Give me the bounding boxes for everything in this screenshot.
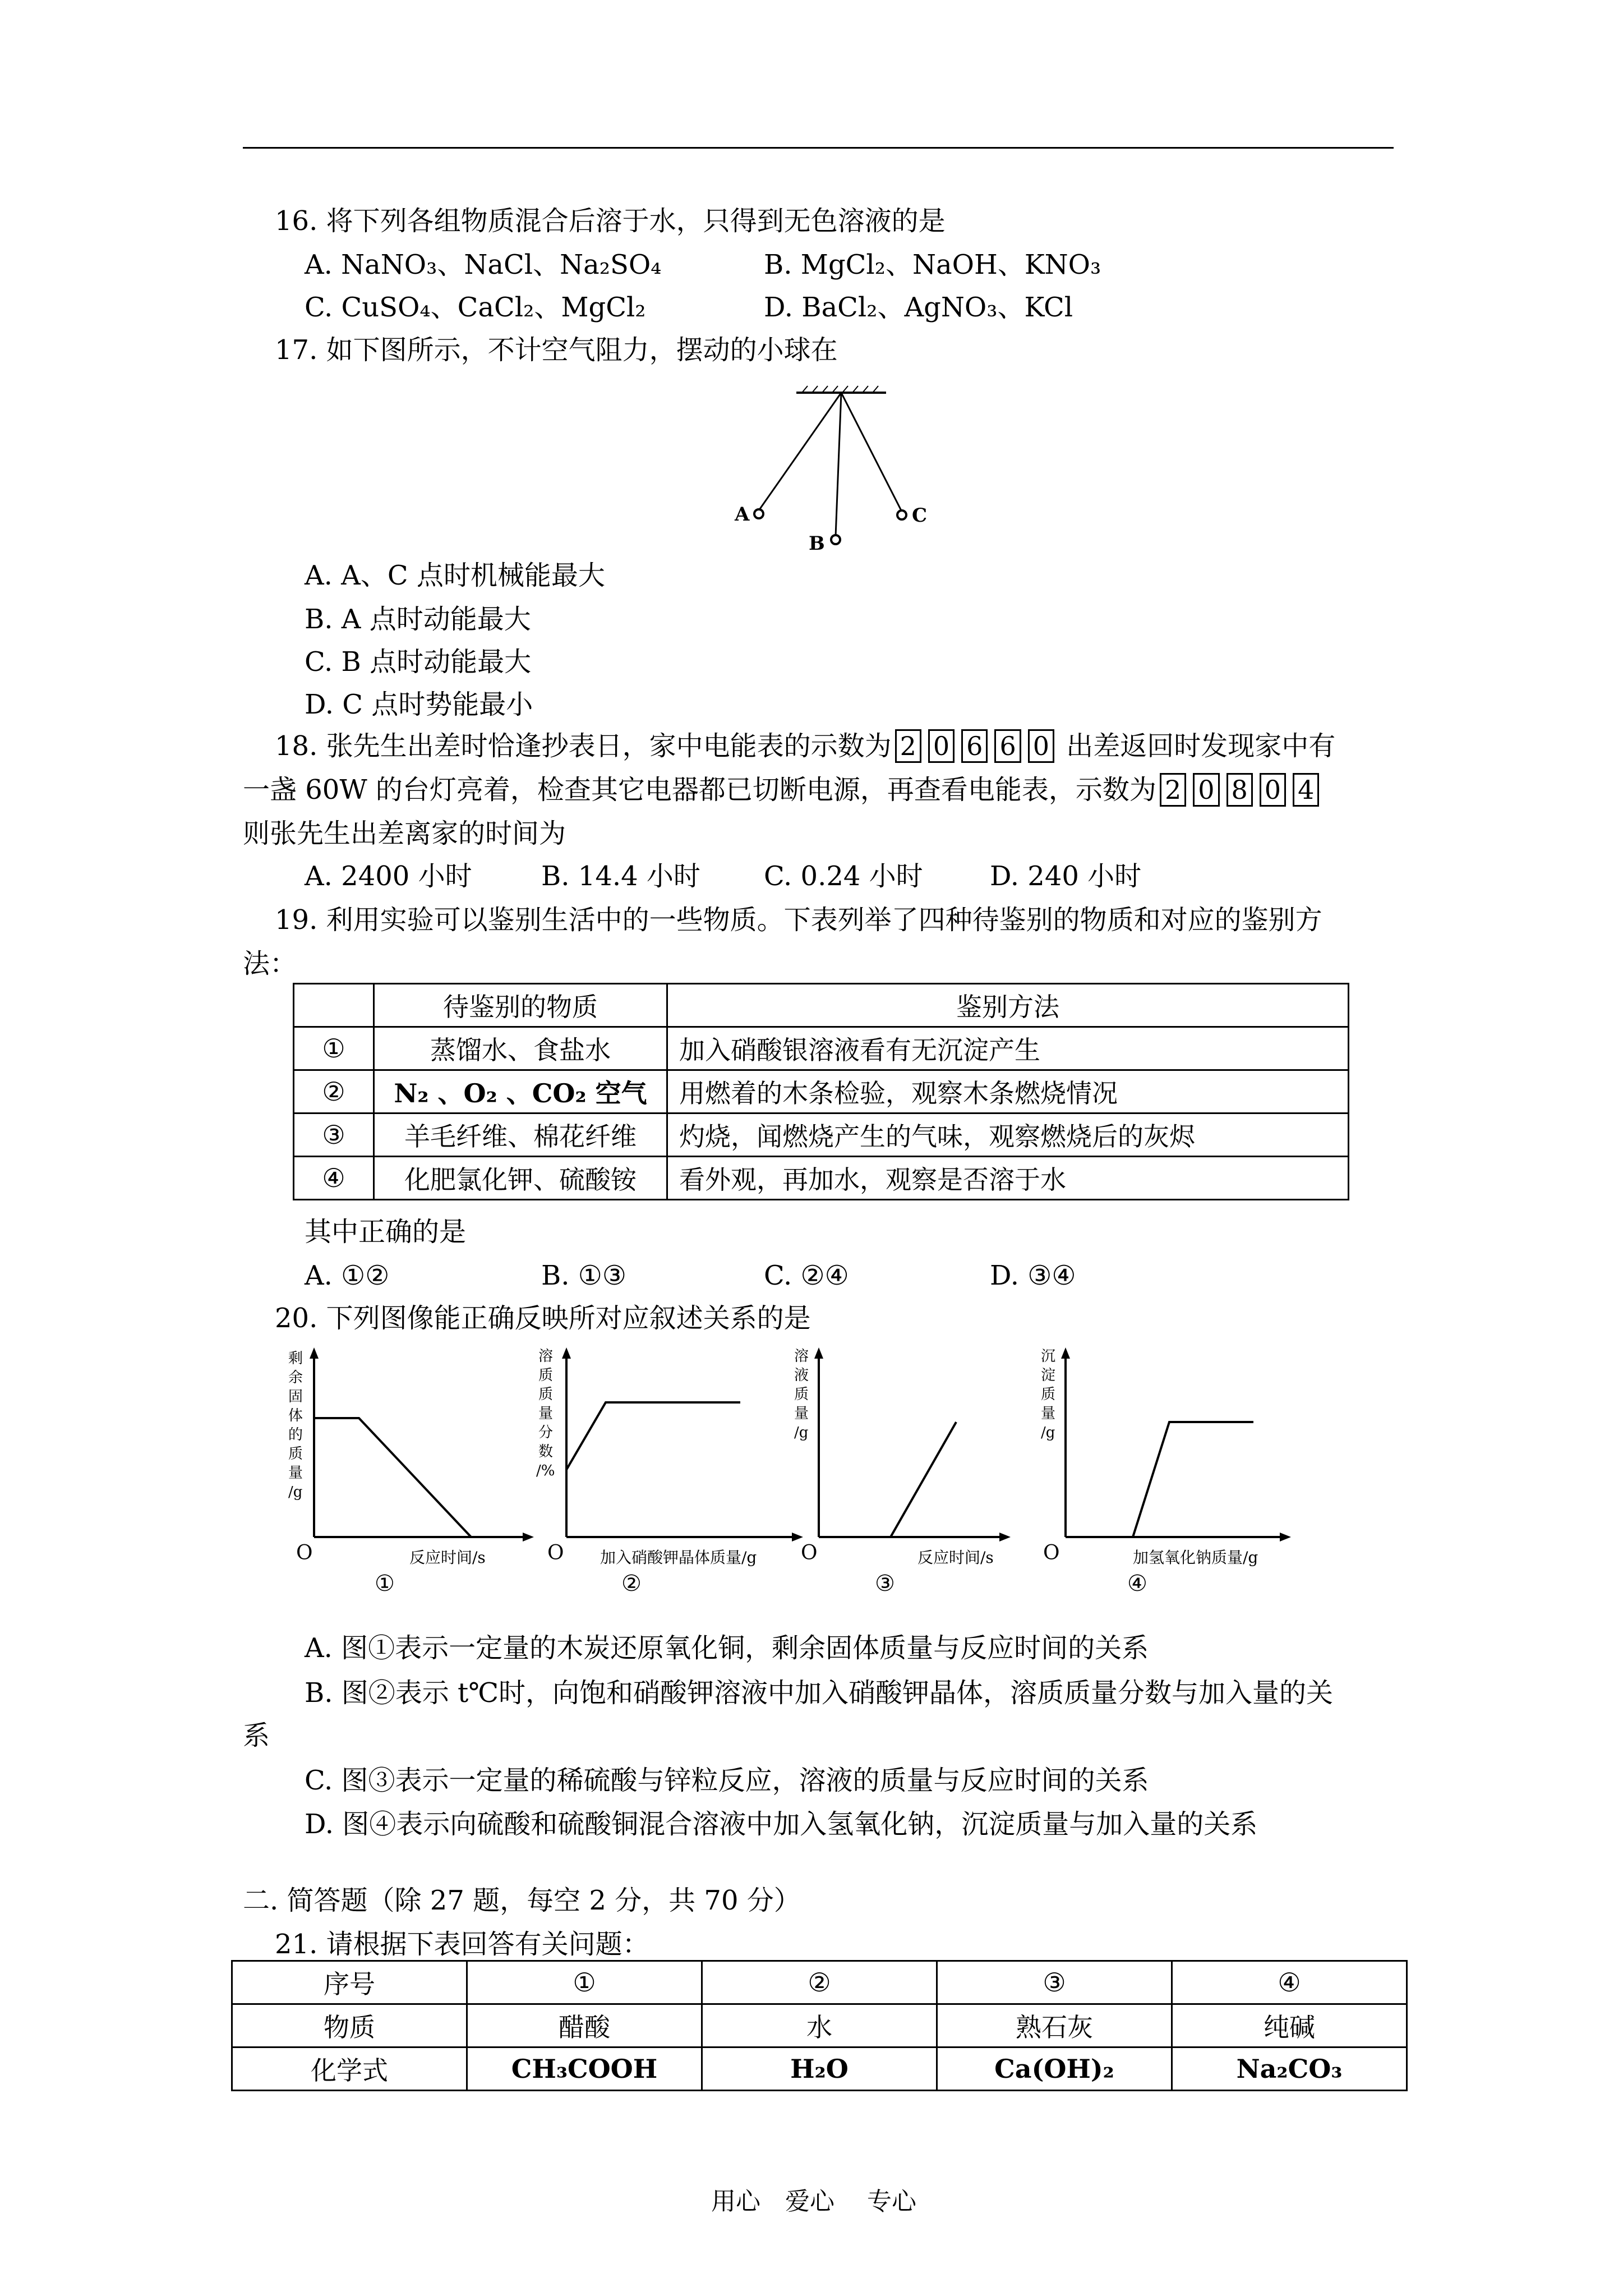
graph-1-ylabel-char: 质 [288,1446,303,1462]
graph-4-ylabel [1041,1348,1055,1441]
table-cell: ④ [294,1157,374,1200]
graph-2-ylabel-char: 量 [538,1405,554,1422]
q18-line1 [275,729,1335,763]
table-cell [294,984,374,1027]
q18-option-d: D. 240 小时 [990,861,1142,892]
q21-table [231,1960,1408,2091]
q19-option-b: B. ①③ [541,1260,626,1291]
q20-option-c: C. 图③表示一定量的稀硫酸与锌粒反应，溶液的质量与反应时间的关系 [305,1765,1149,1796]
graph-4 [1026,1346,1307,1604]
graph-1-ylabel-char: 剩 [288,1350,303,1367]
graph-3-ylabel [794,1348,809,1441]
q18-option-b: B. 14.4 小时 [541,861,700,892]
table-cell: ④ [1172,1961,1407,2004]
table-row [294,1114,1349,1157]
pendulum-figure [723,381,959,561]
graph-1-origin: O [296,1542,313,1565]
graph-1-ylabel-char: /g [288,1484,303,1501]
graph-2-ylabel-char: 质 [538,1367,554,1384]
q20-stem: 20. 下列图像能正确反映所对应叙述关系的是 [275,1303,811,1334]
graph-2-number: ② [621,1571,642,1596]
graph-4-ylabel-char: 淀 [1041,1367,1056,1384]
label-c: C [912,504,928,527]
q17-option-b: B. A 点时动能最大 [305,604,531,635]
graph-2-xlabel: 加入硝酸钾晶体质量/g [600,1548,757,1567]
table-cell: 纯碱 [1172,2004,1407,2047]
q20-option-b-1: B. 图②表示 t℃时，向饱和硝酸钾溶液中加入硝酸钾晶体，溶质质量分数与加入量的关 [305,1677,1334,1709]
q16-option-d: D. BaCl₂、AgNO₃、KCl [764,292,1073,323]
graph-4-origin: O [1043,1542,1060,1565]
graph-2-ylabel-char: 质 [538,1386,554,1403]
graph-4-ylabel-char: 质 [1041,1386,1056,1403]
q19-stem-2: 法： [243,948,297,979]
graph-2 [522,1346,813,1604]
table-cell: 灼烧，闻燃烧产生的气味，观察燃烧后的灰烬 [667,1114,1349,1157]
graph-1-ylabel-char: 的 [288,1427,303,1443]
graph-3-xlabel: 反应时间/s [917,1548,994,1567]
table-row [232,2047,1407,2091]
graph-3-origin: O [801,1542,818,1565]
graph-2-ylabel-char: 分 [538,1424,554,1441]
graph-3-ylabel-char: /g [794,1424,809,1441]
table-cell: N₂ 、O₂ 、CO₂ 空气 [374,1070,667,1114]
table-cell: H₂O [702,2047,937,2091]
table-row [294,1027,1349,1070]
table-cell: ③ [937,1961,1172,2004]
graph-1-ylabel-char: 体 [288,1407,303,1424]
label-b: B [809,532,825,555]
q19-stem-1: 19. 利用实验可以鉴别生活中的一些物质。下表列举了四种待鉴别的物质和对应的鉴别方 [275,904,1322,936]
table-cell: 用燃着的木条检验，观察木条燃烧情况 [667,1070,1349,1114]
graph-2-ylabel-char: /% [536,1462,555,1479]
q18-line1-text: 18. 张先生出差时恰逢抄表日，家中电能表的示数为 [275,730,892,762]
graph-2-ylabel-char: 溶 [538,1348,554,1365]
graph-1-curve [314,1418,471,1537]
q16-option-a: A. NaNO₃、NaCl、Na₂SO₄ [305,249,662,280]
table-header: 鉴别方法 [667,984,1349,1027]
q18-line2 [243,773,1322,807]
graph-1-ylabel-char: 余 [288,1369,303,1386]
graph-3-ylabel-char: 量 [794,1405,809,1422]
table-cell: ② [294,1070,374,1114]
table-cell: 看外观，再加水，观察是否溶于水 [667,1157,1349,1200]
table-cell: 化学式 [232,2047,467,2091]
table-row [294,1157,1349,1200]
graph-3 [780,1346,1015,1604]
table-header: 待鉴别的物质 [374,984,667,1027]
meter-reading-end: 2 0 8 0 4 [1156,774,1322,806]
table-cell: 物质 [232,2004,467,2047]
q17-option-a: A. A、C 点时机械能最大 [305,560,605,591]
table-cell: Ca(OH)₂ [937,2047,1172,2091]
table-cell: Na₂CO₃ [1172,2047,1407,2091]
graph-1-number: ① [375,1571,395,1596]
q16-stem: 16. 将下列各组物质混合后溶于水，只得到无色溶液的是 [275,205,946,237]
graph-3-number: ③ [875,1571,895,1596]
ball-a [754,509,763,518]
graph-3-ylabel-char: 质 [794,1386,809,1403]
graph-3-ylabel-char: 液 [794,1367,809,1384]
table-cell: ③ [294,1114,374,1157]
q19-question: 其中正确的是 [305,1216,467,1248]
q20-option-d: D. 图④表示向硫酸和硫酸铜混合溶液中加入氢氧化钠，沉淀质量与加入量的关系 [305,1809,1258,1840]
q17-stem: 17. 如下图所示，不计空气阻力，摆动的小球在 [275,334,838,366]
q18-line1-end: 出差返回时发现家中有 [1066,730,1336,762]
graph-4-number: ④ [1127,1571,1147,1596]
table-row [232,2004,1407,2047]
table-row [232,1961,1407,2004]
q19-option-c: C. ②④ [764,1260,849,1291]
graph-1-xlabel: 反应时间/s [409,1548,486,1567]
header-rule [243,147,1394,149]
q16-option-c: C. CuSO₄、CaCl₂、MgCl₂ [305,292,646,323]
q19-table [293,983,1349,1200]
q18-line3: 则张先生出差离家的时间为 [243,818,566,849]
graph-1-ylabel [288,1350,303,1501]
ball-c [897,510,906,519]
graph-1 [280,1346,538,1604]
table-header-row [294,984,1349,1027]
table-cell: 加入硝酸银溶液看有无沉淀产生 [667,1027,1349,1070]
section-2-title: 二. 简答题（除 27 题，每空 2 分，共 70 分） [243,1885,801,1916]
table-cell: ① [467,1961,702,2004]
q17-option-c: C. B 点时动能最大 [305,646,532,678]
q17-option-d: D. C 点时势能最小 [305,689,533,720]
q18-line2-text: 一盏 60W 的台灯亮着，检查其它电器都已切断电源，再查看电能表，示数为 [243,774,1156,806]
graph-4-xlabel: 加氢氧化钠质量/g [1133,1548,1258,1567]
q19-option-a: A. ①② [305,1260,390,1291]
q21-stem: 21. 请根据下表回答有关问题： [275,1929,649,1960]
table-cell: 化肥氯化钾、硫酸铵 [374,1157,667,1200]
q20-option-b-2: 系 [243,1720,270,1751]
graph-1-ylabel-char: 量 [288,1465,303,1481]
graph-2-ylabel-char: 数 [538,1443,554,1460]
footer: 用心 爱心 专心 [711,2187,916,2216]
graph-4-ylabel-char: 量 [1041,1405,1056,1422]
graph-4-ylabel-char: /g [1041,1424,1055,1441]
graph-2-curve [566,1402,740,1470]
graph-3-ylabel-char: 溶 [794,1348,809,1365]
graph-4-ylabel-char: 沉 [1041,1348,1056,1365]
table-cell: ① [294,1027,374,1070]
table-cell: 序号 [232,1961,467,2004]
graph-3-curve [891,1422,956,1537]
table-cell: ② [702,1961,937,2004]
graph-4-curve [1133,1422,1253,1537]
graph-1-ylabel-char: 固 [288,1388,303,1405]
table-row [294,1070,1349,1114]
table-cell: 水 [702,2004,937,2047]
table-cell: 羊毛纤维、棉花纤维 [374,1114,667,1157]
graph-2-ylabel [536,1348,555,1479]
meter-reading-start: 2 0 6 6 0 [892,730,1058,762]
q20-option-a: A. 图①表示一定量的木炭还原氧化铜，剩余固体质量与反应时间的关系 [305,1632,1149,1664]
table-cell: 醋酸 [467,2004,702,2047]
ball-b [831,535,840,544]
graph-2-origin: O [547,1542,564,1565]
q19-option-d: D. ③④ [990,1260,1076,1291]
table-cell: 熟石灰 [937,2004,1172,2047]
q18-option-c: C. 0.24 小时 [764,861,923,892]
q16-option-b: B. MgCl₂、NaOH、KNO₃ [764,249,1101,280]
label-a: A [735,503,750,526]
table-cell: CH₃COOH [467,2047,702,2091]
q18-option-a: A. 2400 小时 [305,861,472,892]
table-cell: 蒸馏水、食盐水 [374,1027,667,1070]
